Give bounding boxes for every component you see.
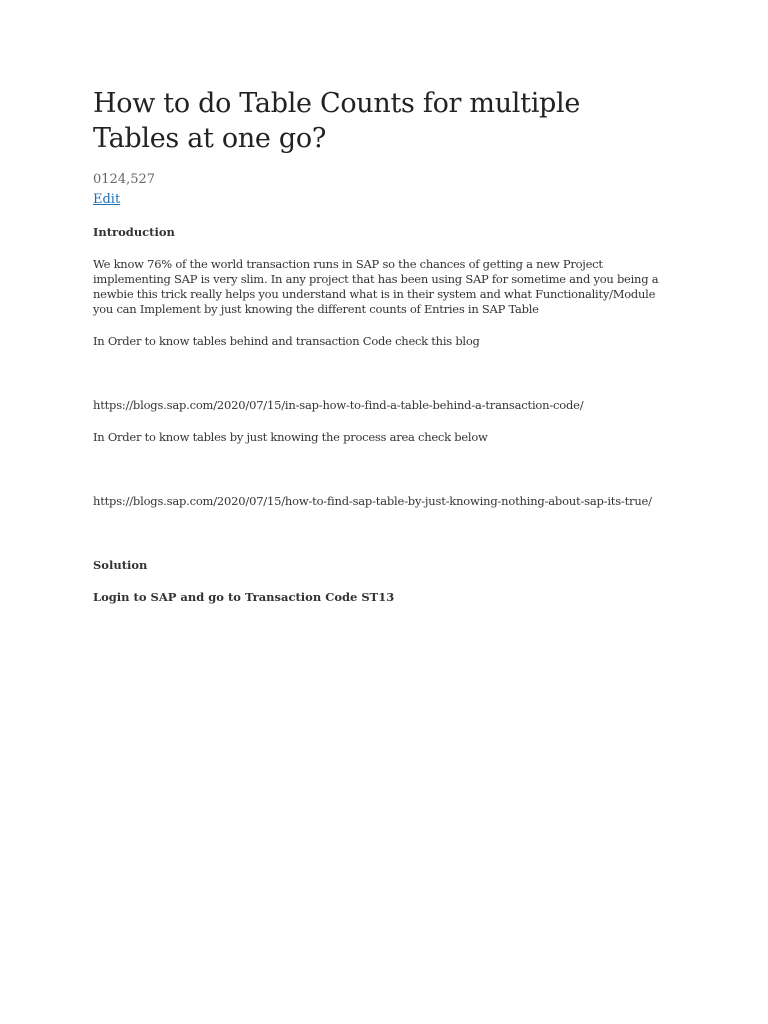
edit-link[interactable]: Edit xyxy=(93,192,121,207)
solution-step-login: Login to SAP and go to Transaction Code ST13 xyxy=(93,590,395,604)
blog-url-process-area: https://blogs.sap.com/2020/07/15/how-to-find-sap-table-by-just-knowing-nothing-about-sap-its-true/ xyxy=(93,494,652,508)
blog-url-transaction: https://blogs.sap.com/2020/07/15/in-sap-how-to-find-a-table-behind-a-transaction-code/ xyxy=(93,398,584,412)
solution-heading: Solution xyxy=(93,558,148,572)
blog-intro-process-area: In Order to know tables by just knowing the process area check below xyxy=(93,430,488,444)
article-meta-counts: 0124,527 xyxy=(93,172,156,187)
blog-intro-transaction: In Order to know tables behind and transaction Code check this blog xyxy=(93,334,480,348)
introduction-paragraph: We know 76% of the world transaction runs in SAP so the chances of getting a new Project implementing SAP is very slim. In any project that has been using SAP for sometime and you being a newbie this trick really helps you understand what is in their system and what Functionality/Module you can Implement by just knowing the different counts of Entries in SAP Table xyxy=(93,257,659,316)
introduction-heading: Introduction xyxy=(93,225,175,239)
article-body xyxy=(93,86,673,605)
article-title: How to do Table Counts for multiple Tables at one go? xyxy=(93,88,581,154)
